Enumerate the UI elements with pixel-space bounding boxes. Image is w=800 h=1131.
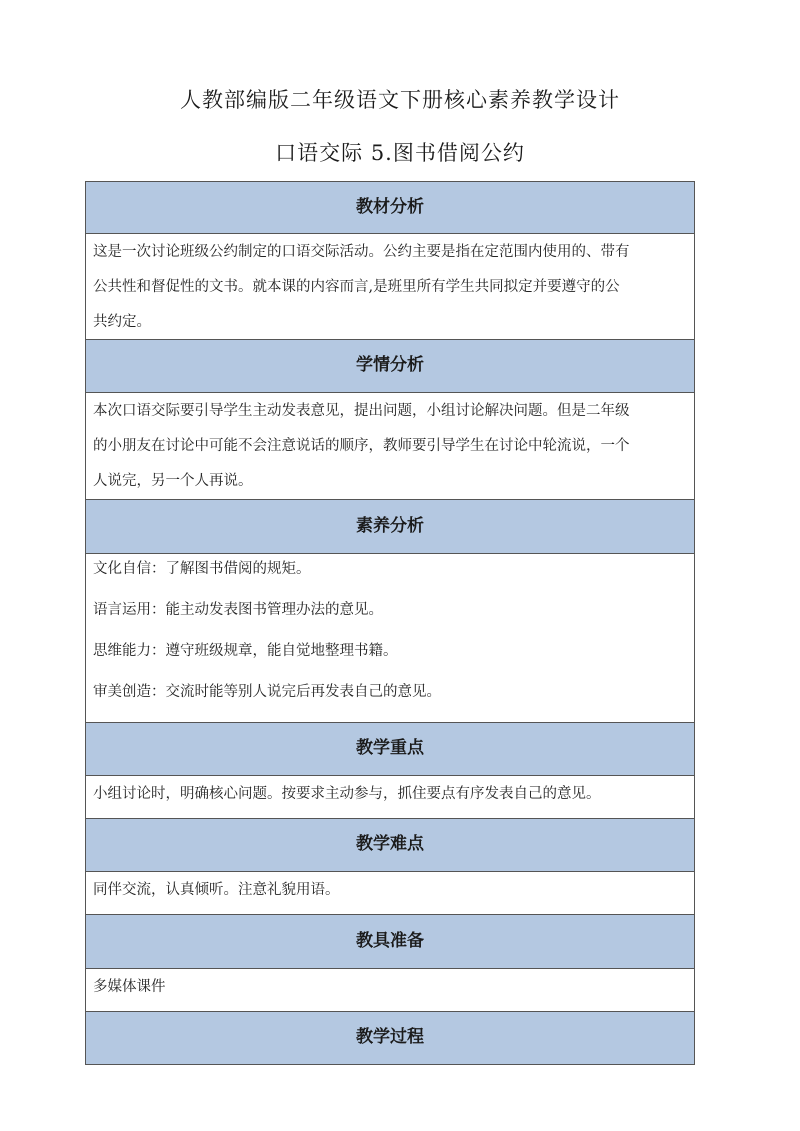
section-body-literacy-analysis	[86, 554, 694, 723]
literacy-item: 思维能力：遵守班级规章，能自觉地整理书籍。	[93, 643, 398, 659]
section-heading-teaching-process: 教学过程	[86, 1012, 694, 1065]
section-body-materials	[86, 969, 694, 1012]
literacy-item: 文化自信：了解图书借阅的规矩。	[93, 561, 311, 577]
document-title: 人教部编版二年级语文下册核心素养教学设计	[180, 88, 620, 112]
text-line: 同伴交流，认真倾听。注意礼貌用语。	[93, 882, 340, 898]
section-heading-learner-analysis: 学情分析	[86, 340, 694, 393]
section-body-difficulties	[86, 872, 694, 915]
text-line: 小组讨论时，明确核心问题。按要求主动参与，抓住要点有序发表自己的意见。	[93, 786, 601, 802]
section-heading-key-points: 教学重点	[86, 723, 694, 776]
literacy-item: 语言运用：能主动发表图书管理办法的意见。	[93, 602, 383, 618]
section-body-learner-analysis	[86, 393, 694, 500]
text-line: 共约定。	[93, 314, 151, 330]
text-line: 公共性和督促性的文书。就本课的内容而言,是班里所有学生共同拟定并要遵守的公	[93, 279, 620, 295]
section-heading-materials: 教具准备	[86, 915, 694, 969]
text-line: 这是一次讨论班级公约制定的口语交际活动。公约主要是指在定范围内使用的、带有	[93, 244, 630, 260]
text-line: 的小朋友在讨论中可能不会注意说话的顺序，教师要引导学生在讨论中轮流说，一个	[93, 438, 630, 454]
section-heading-literacy-analysis: 素养分析	[86, 500, 694, 554]
section-heading-textbook-analysis: 教材分析	[86, 182, 694, 234]
text-line: 人说完，另一个人再说。	[93, 473, 253, 489]
text-line: 本次口语交际要引导学生主动发表意见，提出问题，小组讨论解决问题。但是二年级	[93, 403, 630, 419]
lesson-plan-table	[85, 181, 695, 1065]
section-heading-difficulties: 教学难点	[86, 819, 694, 872]
section-body-key-points	[86, 776, 694, 819]
text-line: 多媒体课件	[93, 979, 166, 995]
lesson-title: 口语交际 5.图书借阅公约	[275, 141, 525, 165]
section-body-textbook-analysis	[86, 234, 694, 340]
literacy-item: 审美创造：交流时能等别人说完后再发表自己的意见。	[93, 684, 441, 700]
